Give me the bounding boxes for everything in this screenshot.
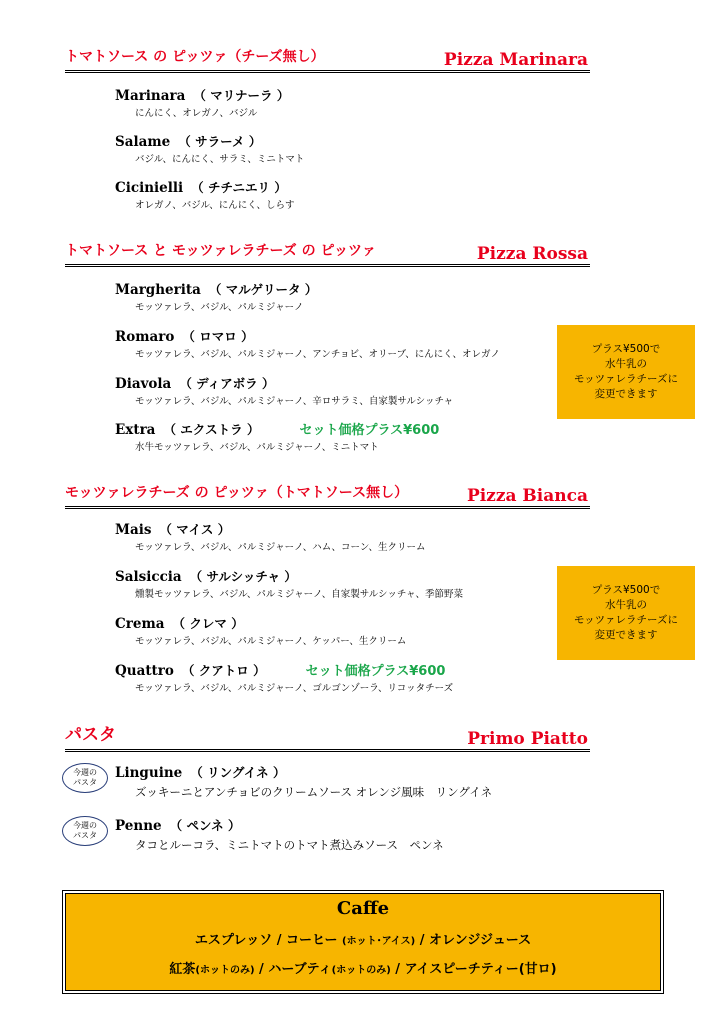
item-name: Crema bbox=[115, 616, 165, 632]
item-desc: モッツァレラ、バジル、パルミジャーノ、アンチョビ、オリーブ、にんにく、オレガノ bbox=[135, 349, 501, 360]
weekly-pasta-badge bbox=[62, 816, 108, 846]
item-kana: （ サラーメ ） bbox=[178, 134, 262, 149]
item-desc: 水牛モッツァレラ、バジル、パルミジャーノ、ミニトマト bbox=[135, 442, 379, 453]
item-name: Salame bbox=[115, 134, 171, 150]
item-kana: （ リングイネ ） bbox=[190, 765, 286, 780]
note-line: プラス¥500で bbox=[591, 584, 661, 596]
item-desc: タコとルーコラ、ミニトマトのトマト煮込みソース ペンネ bbox=[135, 838, 444, 852]
caffe-title: Caffe bbox=[336, 898, 390, 919]
menu-item-salame bbox=[115, 132, 304, 165]
menu-item-margherita bbox=[115, 280, 317, 313]
section-rule bbox=[65, 264, 590, 267]
badge-line: 今週の bbox=[73, 768, 97, 777]
menu-item-extra bbox=[115, 419, 439, 453]
drink-text: / ハーブティ bbox=[254, 962, 332, 977]
weekly-pasta-badge bbox=[62, 763, 108, 793]
menu-item-salsiccia bbox=[115, 567, 463, 600]
menu-item-penne bbox=[115, 816, 444, 853]
item-desc: バジル、にんにく、サラミ、ミニトマト bbox=[135, 154, 305, 165]
item-desc: モッツァレラ、バジル、パルミジャーノ、ゴルゴンゾーラ、リコッタチーズ bbox=[135, 683, 454, 694]
item-desc: オレガノ、バジル、にんにく、しらす bbox=[135, 200, 295, 211]
section-it-title: Pizza Bianca bbox=[466, 486, 588, 506]
item-name: Diavola bbox=[115, 376, 172, 392]
item-desc: にんにく、オレガノ、バジル bbox=[135, 108, 258, 119]
menu-item-romaro bbox=[115, 327, 500, 360]
item-desc: モッツァレラ、バジル、パルミジャーノ、ケッパー、生クリーム bbox=[135, 636, 407, 647]
section-jp-title: トマトソース の ピッツァ（チーズ無し） bbox=[65, 49, 325, 65]
item-name: Marinara bbox=[115, 88, 186, 104]
menu-item-mais bbox=[115, 520, 426, 553]
caffe-line-1 bbox=[66, 929, 660, 948]
item-desc: モッツァレラ、バジル、パルミジャーノ、ハム、コーン、生クリーム bbox=[135, 542, 426, 553]
menu-item-diavola bbox=[115, 374, 453, 407]
item-desc: ズッキーニとアンチョビのクリームソース オレンジ風味 リングイネ bbox=[135, 785, 493, 799]
item-kana: （ ロマロ ） bbox=[182, 329, 254, 344]
item-name: Penne bbox=[115, 818, 162, 834]
section-rule bbox=[65, 506, 590, 509]
item-kana: （ マイス ） bbox=[159, 522, 231, 537]
item-name: Mais bbox=[115, 522, 152, 538]
caffe-box bbox=[65, 893, 661, 991]
item-kana: （ チチニエリ ） bbox=[191, 180, 287, 195]
drink-text: エスプレッソ / コーヒー bbox=[194, 933, 343, 948]
badge-line: パスタ bbox=[73, 831, 97, 840]
item-desc: 燻製モッツァレラ、バジル、パルミジャーノ、自家製サルシッチャ、季節野菜 bbox=[135, 589, 464, 600]
drink-note: (ホットのみ) bbox=[331, 965, 391, 976]
drink-text: / オレンジジュース bbox=[415, 933, 532, 948]
set-price-label: セット価格プラス¥600 bbox=[299, 423, 440, 438]
item-name: Quattro bbox=[115, 663, 174, 679]
menu-item-linguine bbox=[115, 763, 492, 800]
item-kana: （ ペンネ ） bbox=[169, 818, 241, 833]
menu-item-marinara bbox=[115, 86, 289, 119]
drink-note: (ホットのみ) bbox=[195, 965, 255, 976]
drink-note: (ホット･アイス) bbox=[342, 936, 416, 947]
caffe-line-2 bbox=[66, 958, 660, 977]
note-line: 水牛乳の bbox=[605, 358, 647, 370]
note-line: 水牛乳の bbox=[605, 599, 647, 611]
section-it-title: Primo Piatto bbox=[467, 729, 588, 749]
item-kana: （ エクストラ ） bbox=[163, 422, 260, 437]
item-name: Linguine bbox=[115, 765, 183, 781]
note-line: プラス¥500で bbox=[591, 343, 661, 355]
menu-item-crema bbox=[115, 614, 406, 647]
note-line: モッツァレラチーズに bbox=[573, 614, 679, 626]
buffalo-mozzarella-note bbox=[557, 325, 695, 419]
badge-line: パスタ bbox=[73, 778, 97, 787]
item-desc: モッツァレラ、バジル、パルミジャーノ、辛ロサラミ、自家製サルシッチャ bbox=[135, 396, 454, 407]
section-it-title: Pizza Rossa bbox=[476, 244, 588, 264]
section-header-rossa bbox=[65, 238, 590, 264]
menu-item-cicinielli bbox=[115, 178, 295, 211]
section-header-marinara bbox=[65, 44, 590, 70]
menu-item-quattro bbox=[115, 660, 453, 694]
buffalo-mozzarella-note bbox=[557, 566, 695, 660]
note-line: モッツァレラチーズに bbox=[573, 373, 679, 385]
section-rule bbox=[65, 749, 590, 752]
section-jp-title: モッツァレラチーズ の ピッツァ（トマトソース無し） bbox=[65, 485, 409, 501]
section-rule bbox=[65, 70, 590, 73]
item-kana: （ クアトロ ） bbox=[181, 663, 266, 678]
drink-note: (甘ロ) bbox=[518, 962, 557, 977]
drink-text: / アイスピーチティー bbox=[390, 962, 519, 977]
item-kana: （ クレマ ） bbox=[172, 616, 244, 631]
item-kana: （ マルゲリータ ） bbox=[208, 282, 318, 297]
note-line: 変更できます bbox=[594, 629, 658, 641]
badge-line: 今週の bbox=[73, 821, 97, 830]
section-jp-title: パスタ bbox=[65, 725, 116, 745]
item-name: Cicinielli bbox=[115, 180, 184, 196]
section-it-title: Pizza Marinara bbox=[443, 50, 588, 70]
item-kana: （ ディアボラ ） bbox=[179, 376, 275, 391]
item-kana: （ サルシッチャ ） bbox=[189, 569, 297, 584]
item-name: Romaro bbox=[115, 329, 175, 345]
section-header-bianca bbox=[65, 480, 590, 506]
item-kana: （ マリナーラ ） bbox=[193, 88, 290, 103]
set-price-label: セット価格プラス¥600 bbox=[305, 664, 446, 679]
item-name: Margherita bbox=[115, 282, 201, 298]
section-header-pasta bbox=[65, 723, 590, 749]
item-name: Salsiccia bbox=[115, 569, 182, 585]
note-line: 変更できます bbox=[594, 388, 658, 400]
item-name: Extra bbox=[115, 422, 156, 438]
drink-text: 紅茶 bbox=[169, 962, 196, 977]
item-desc: モッツァレラ、バジル、パルミジャーノ bbox=[135, 302, 304, 313]
section-jp-title: トマトソース と モッツァレラチーズ の ピッツァ bbox=[65, 243, 376, 259]
